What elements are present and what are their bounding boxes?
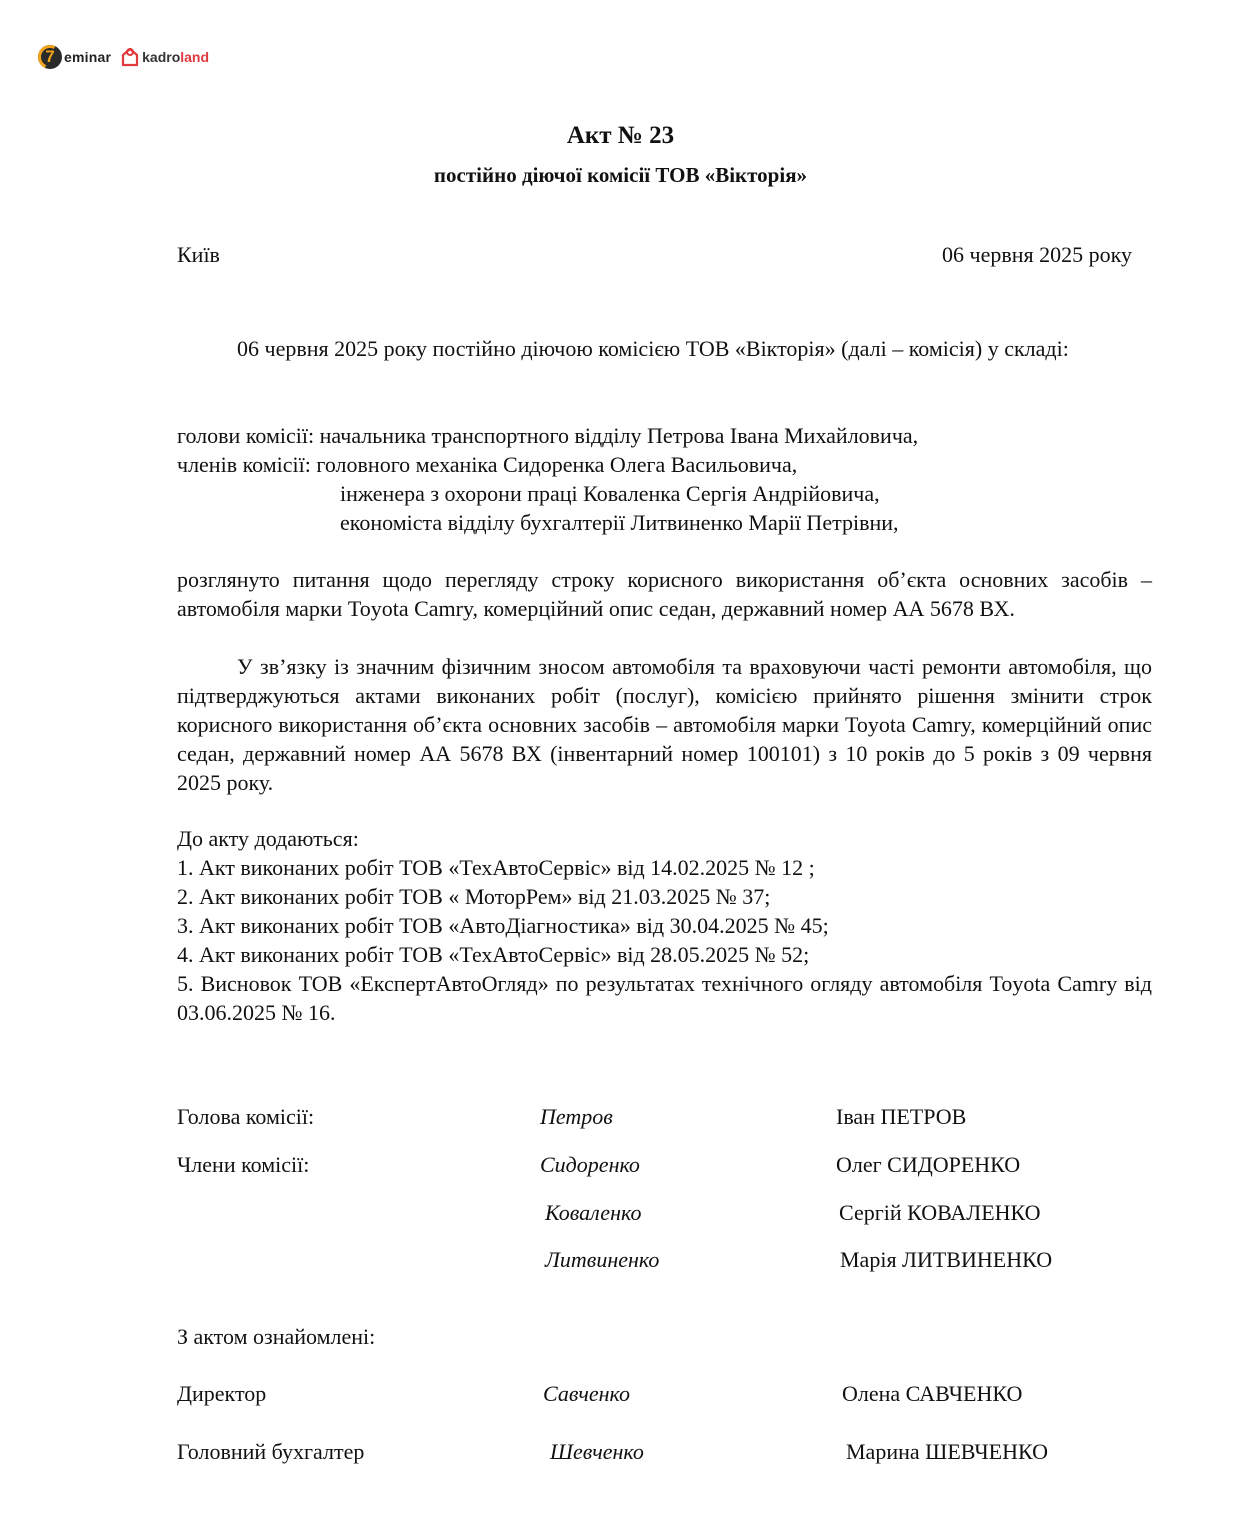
attachments-heading: До акту додаються: — [177, 826, 359, 851]
document-subtitle: постійно діючої комісії ТОВ «Вікторія» — [433, 163, 808, 187]
chair-name: Іван ПЕТРОВ — [836, 1104, 967, 1129]
member-signature: Сидоренко — [540, 1152, 640, 1177]
acquainted-heading: З актом ознайомлені: — [177, 1324, 376, 1349]
chair-label: Голова комісії: — [177, 1104, 315, 1129]
attachment-item: 4. Акт виконаних робіт ТОВ «ТехАвтоСервіс» від 28.05.2025 № 52; — [177, 942, 810, 967]
attachment-item: 5. Висновок ТОВ «ЕкспертАвтоОгляд» по результатах технічного огляду автомобіля Toyota Camry від 03.06.2025 № 16. — [177, 971, 1152, 1025]
kadroland-house-icon — [121, 47, 139, 67]
kadroland-logo-text-b: land — [180, 49, 210, 65]
director-name: Олена САВЧЕНКО — [842, 1381, 1023, 1406]
commission-composition — [177, 421, 918, 537]
intro-paragraph: 06 червня 2025 року постійно діючою комісією ТОВ «Вікторія» (далі – комісія) у складі: — [237, 336, 1069, 361]
accountant-signature: Шевченко — [550, 1439, 644, 1464]
attachment-item: 3. Акт виконаних робіт ТОВ «АвтоДіагностика» від 30.04.2025 № 45; — [177, 913, 829, 938]
seminar-logo-digit: 7 — [45, 47, 55, 66]
commission-head-line: голови комісії: начальника транспортного відділу Петрова Івана Михайловича, — [177, 423, 919, 448]
members-label: Члени комісії: — [177, 1152, 310, 1177]
attachment-item: 1. Акт виконаних робіт ТОВ «ТехАвтоСервіс» від 14.02.2025 № 12 ; — [177, 855, 815, 880]
commission-member-line: інженера з охорони праці Коваленка Сергія Андрійовича, — [340, 481, 880, 506]
commission-member-line: економіста відділу бухгалтерії Литвиненко Марії Петрівни, — [340, 510, 899, 535]
director-label: Директор — [177, 1381, 267, 1406]
document-title: Акт № 23 — [566, 122, 675, 149]
commission-members-line: членів комісії: головного механіка Сидоренка Олега Васильовича, — [177, 452, 798, 477]
seminar-logo-icon — [38, 45, 62, 69]
chair-signature: Петров — [540, 1104, 613, 1129]
seminar-logo-text: eminar — [64, 49, 112, 65]
member-signature: Литвиненко — [545, 1247, 660, 1272]
member-name: Марія ЛИТВИНЕНКО — [840, 1247, 1053, 1272]
accountant-name: Марина ШЕВЧЕНКО — [846, 1439, 1048, 1464]
accountant-label: Головний бухгалтер — [177, 1439, 365, 1464]
document-date: 06 червня 2025 року — [942, 242, 1132, 267]
decision-paragraph: У зв’язку із значним фізичним зносом автомобіля та враховуючи часті ремонти автомобіля, що підтверджуються актами виконаних робіт (послуг), комісією прийнято рішення змінити строк корисного використання об’єкта основних засобів – автомобіля марки Toyota Camry, комерційний опис седан, державний номер АА 5678 ВХ (інвентарний номер 100101) з 10 років до 5 років з 09 червня 2025 року. — [177, 654, 1152, 795]
kadroland-logo — [121, 47, 209, 67]
attachments-list — [177, 824, 1152, 1027]
director-signature: Савченко — [543, 1381, 631, 1406]
member-signature: Коваленко — [545, 1200, 642, 1225]
city: Київ — [177, 242, 220, 267]
member-name: Олег СИДОРЕНКО — [836, 1152, 1021, 1177]
member-name: Сергій КОВАЛЕНКО — [839, 1200, 1041, 1225]
logos — [38, 44, 209, 70]
attachment-item: 2. Акт виконаних робіт ТОВ « МоторРем» від 21.03.2025 № 37; — [177, 884, 771, 909]
kadroland-logo-text-a: kadro — [142, 49, 181, 65]
considered-paragraph: розглянуто питання щодо перегляду строку корисного використання об’єкта основних засобів – автомобіля марки Toyota Camry, комерційний опис седан, державний номер АА 5678 ВХ. — [177, 567, 1152, 621]
